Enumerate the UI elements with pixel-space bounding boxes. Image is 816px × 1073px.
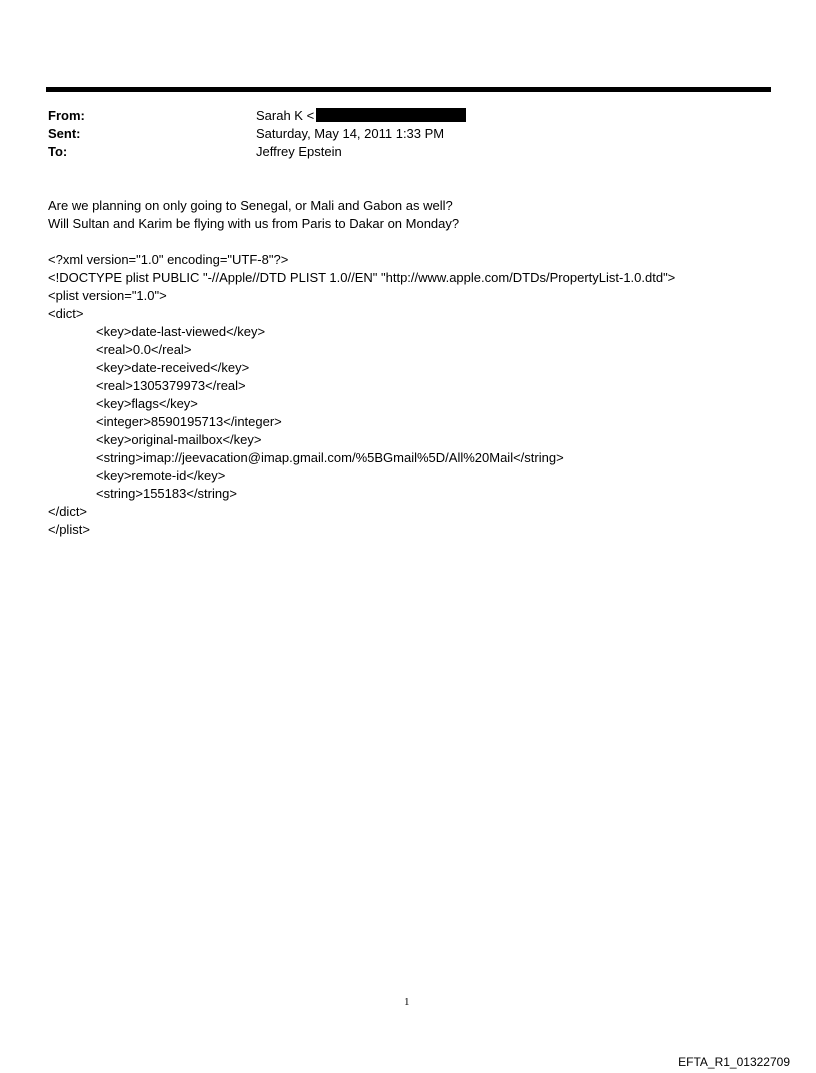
- document-id: EFTA_R1_01322709: [678, 1055, 790, 1069]
- plist-line: <key>flags</key>: [96, 396, 198, 411]
- sent-value: Saturday, May 14, 2011 1:33 PM: [256, 126, 445, 141]
- plist-line: <string>imap://jeevacation@imap.gmail.com/%5BGmail%5D/All%20Mail</string>: [96, 450, 564, 465]
- plist-line: <?xml version="1.0" encoding="UTF-8"?>: [48, 252, 289, 267]
- to-value: Jeffrey Epstein: [256, 144, 342, 159]
- plist-line: <!DOCTYPE plist PUBLIC "-//Apple//DTD PLIST 1.0//EN" "http://www.apple.com/DTDs/PropertyList-1.0.dtd">: [48, 270, 676, 285]
- plist-line: <key>original-mailbox</key>: [96, 432, 262, 447]
- message-line: Will Sultan and Karim be flying with us from Paris to Dakar on Monday?: [48, 216, 460, 231]
- redaction-bar: [316, 108, 466, 122]
- plist-line: <key>remote-id</key>: [96, 468, 226, 483]
- plist-line: <plist version="1.0">: [48, 288, 167, 303]
- plist-line: <real>0.0</real>: [96, 342, 192, 357]
- plist-line: <real>1305379973</real>: [96, 378, 246, 393]
- to-label: To:: [48, 144, 68, 159]
- plist-line: <string>155183</string>: [96, 486, 237, 501]
- message-line: Are we planning on only going to Senegal, or Mali and Gabon as well?: [48, 198, 453, 213]
- plist-line: <key>date-last-viewed</key>: [96, 324, 266, 339]
- message-body: [48, 197, 788, 539]
- plist-line: <dict>: [48, 306, 84, 321]
- page-number: 1: [404, 996, 410, 1008]
- plist-line: <key>date-received</key>: [96, 360, 250, 375]
- plist-line: </dict>: [48, 504, 88, 519]
- plist-line: <integer>8590195713</integer>: [96, 414, 282, 429]
- from-label: From:: [48, 108, 85, 123]
- plist-line: </plist>: [48, 522, 90, 537]
- from-value: [256, 107, 466, 125]
- sent-label: Sent:: [48, 126, 81, 141]
- header-rule: [46, 87, 771, 92]
- sender-name: Sarah K <: [256, 108, 315, 123]
